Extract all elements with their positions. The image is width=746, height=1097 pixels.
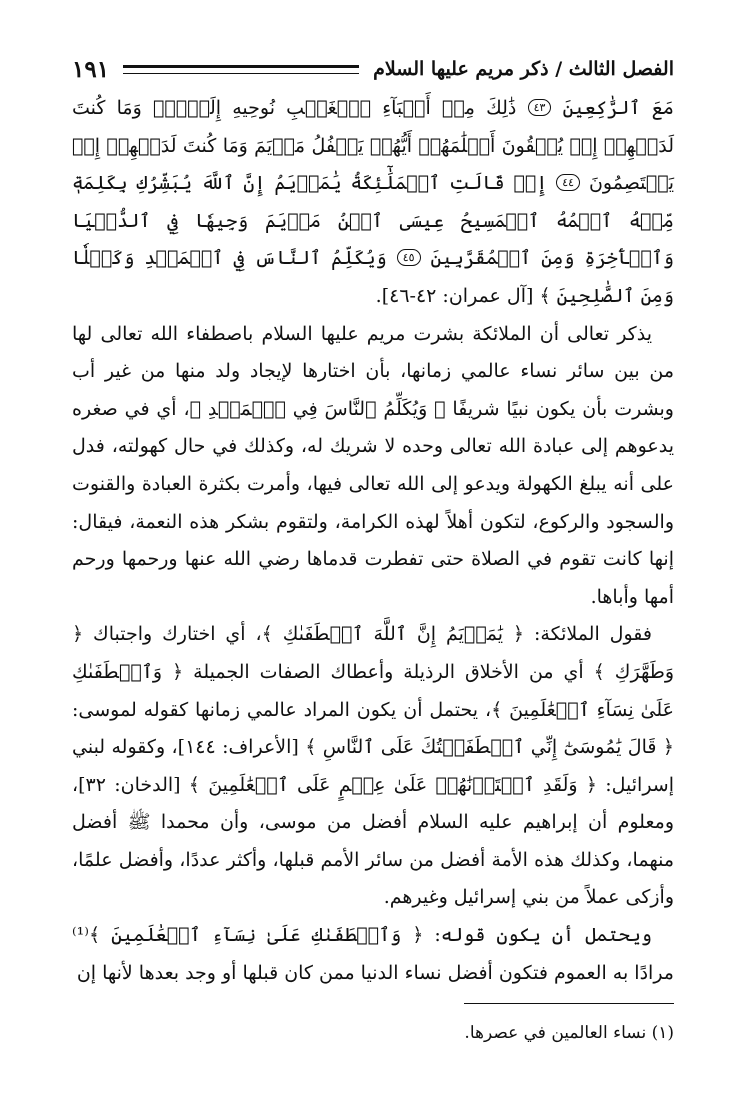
chapter-title: الفصل الثالث / ذكر مريم عليها السلام — [373, 58, 674, 80]
verse-text: وَيُكَلِّمُ ٱلنَّاسَ فِي ٱلۡمَهۡدِ وَكَهۡلٗا وَمِنَ ٱلصَّٰلِحِينَ ﴾ — [72, 247, 674, 307]
ayah-number-marker: ٤٥ — [397, 249, 421, 266]
verse-text: ذَٰلِكَ مِنۡ أَنۢبَآءِ ٱلۡغَيۡبِ نُوحِيهِ إِلَيۡكَۚ وَمَا كُنتَ لَدَيۡهِمۡ إِذۡ يُلۡقُونَ أَقۡلَٰمَهُمۡ أَيُّهُمۡ يَكۡفُلُ مَرۡيَمَ وَمَا كُنتَ لَدَيۡهِمۡ إِذۡ يَخۡتَصِمُونَ — [72, 97, 674, 195]
paragraph: فقول الملائكة: ﴿ يَٰمَرۡيَمُ إِنَّ ٱللَّهَ ٱصۡطَفَىٰكِ ﴾، أي اختارك واجتباك ﴿ وَطَهَّرَكِ ﴾ أي من الأخلاق الرذيلة وأعطاك الصفات الجميلة ﴿ وَٱصۡطَفَىٰكِ عَلَىٰ نِسَآءِ ٱلۡعَٰلَمِينَ ﴾، يحتمل أن يكون المراد عالمي زمانها كقوله لموسى: ﴿ قَالَ يَٰمُوسَىٰٓ إِنِّي ٱصۡطَفَيۡتُكَ عَلَى ٱلنَّاسِ ﴾ [الأعراف: ١٤٤]، وكقوله لبني إسرائيل: ﴿ وَلَقَدِ ٱخۡتَرۡنَٰهُمۡ عَلَىٰ عِلۡمٍ عَلَى ٱلۡعَٰلَمِينَ ﴾ [الدخان: ٣٢]، ومعلوم أن إبراهيم عليه السلام أفضل من موسى، وأن محمدا ﷺ أفضل منهما، وكذلك هذه الأمة أفضل من سائر الأمم قبلها، وأكثر عددًا، وأفضل علمًا، وأزكى عملاً من بني إسرائيل وغيرهم. — [72, 623, 674, 909]
page-body — [72, 90, 674, 992]
page-number: ١٩١ — [72, 55, 110, 83]
footnote: (١) نساء العالمين في عصرها. — [464, 1023, 674, 1043]
footnote-separator — [464, 1003, 674, 1004]
verse-text: مَعَ ٱلرَّٰكِعِينَ — [562, 97, 674, 119]
running-header — [72, 52, 674, 86]
paragraph: يذكر تعالى أن الملائكة بشرت مريم عليها السلام باصطفاء الله تعالى لها من بين سائر نساء عالمي زمانها، بأن اختارها لإيجاد ولد منها من غير أب وبشرت بأن يكون نبيًا شريفًا ﴿ وَيُكَلِّمُ ٱلنَّاسَ فِي ٱلۡمَهۡدِ ﴾، أي في صغره يدعوهم إلى عبادة الله تعالى وحده لا شريك له، وكذلك في حال كهولته، فدل على أنه يبلغ الكهولة ويدعو إلى الله تعالى فيها، وأمرت بكثرة العبادة والقنوت والسجود والركوع، لتكون أهلاً لهذه الكرامة، ولتقوم بشكر هذه النعمة، فيقال: إنها كانت تقوم في الصلاة حتى تفطرت قدماها رضي الله عنها ورحمها ورحم أمها وأباها. — [72, 322, 674, 608]
ayah-number-marker: ٤٤ — [556, 174, 580, 191]
quran-block — [72, 90, 674, 316]
verse-citation: [آل عمران: ٤٢-٤٦]. — [375, 284, 534, 307]
header-rule — [123, 65, 359, 74]
verse-text: إِذۡ قَالَتِ ٱلۡمَلَٰٓئِكَةُ يَٰمَرۡيَمُ إِنَّ ٱللَّهَ يُبَشِّرُكِ بِكَلِمَةٖ مِّنۡهُ ٱسۡمُهُ ٱلۡمَسِيحُ عِيسَى ٱبۡنُ مَرۡيَمَ وَجِيهٗا فِي ٱلدُّنۡيَا وَٱلۡأٓخِرَةِ وَمِنَ ٱلۡمُقَرَّبِينَ — [72, 172, 675, 270]
ayah-number-marker: ٤٣ — [528, 99, 552, 116]
paragraph: ويحتمل أن يكون قوله: ﴿ وَٱصۡطَفَىٰكِ عَلَىٰ نِسَآءِ ٱلۡعَٰلَمِينَ ﴾⁽¹⁾ مرادًا به العموم فتكون أفضل نساء الدنيا ممن كان قبلها أو وجد بعدها لأنها إن — [72, 924, 674, 984]
